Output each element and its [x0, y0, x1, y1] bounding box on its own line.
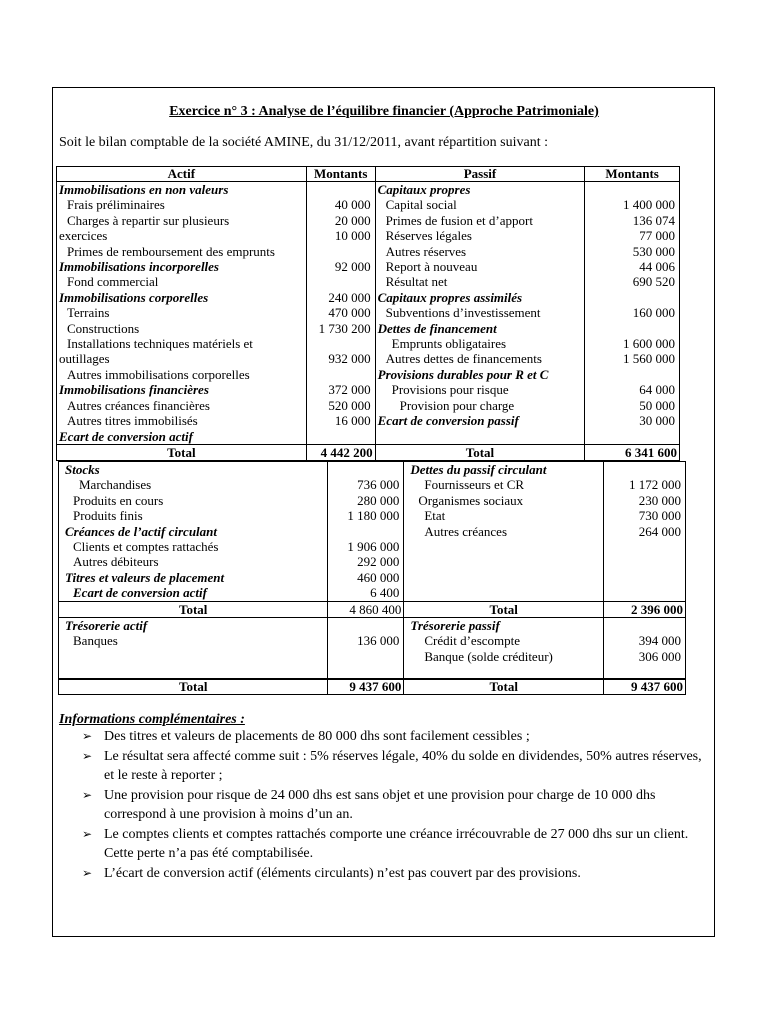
table-row: [57, 228, 680, 243]
total-label: Total: [375, 444, 585, 460]
actif-label: outillages: [57, 351, 307, 366]
actif-amount: [328, 618, 404, 634]
passif-amount: 306 000: [604, 649, 686, 680]
passif-label: Capital social: [375, 197, 585, 212]
table-row: [57, 321, 680, 336]
grand-total-label: Total: [404, 679, 604, 695]
table-row: [57, 259, 680, 274]
passif-amount: 730 000: [604, 508, 686, 523]
actif-label: Créances de l’actif circulant: [59, 524, 328, 539]
actif-label: Clients et comptes rattachés: [59, 539, 328, 554]
actif-amount: 280 000: [328, 493, 404, 508]
actif-label: Produits finis: [59, 508, 328, 523]
passif-label: Provisions pour risque: [375, 382, 585, 397]
actif-label: Immobilisations incorporelles: [57, 259, 307, 274]
passif-label: Crédit d’escompte: [404, 633, 604, 648]
passif-amount: 136 074: [585, 213, 680, 228]
header-passif: Passif: [375, 167, 585, 182]
arrow-bullet-icon: ➢: [82, 787, 93, 802]
passif-amount: 30 000: [585, 413, 680, 428]
actif-label: Fond commercial: [57, 274, 307, 289]
passif-label: Etat: [404, 508, 604, 523]
actif-amount: [328, 524, 404, 539]
list-item: [82, 727, 712, 747]
header-actif: Actif: [57, 167, 307, 182]
passif-amount: 1 172 000: [604, 477, 686, 492]
table-row: [57, 382, 680, 397]
actif-label: Charges à repartir sur plusieurs: [57, 213, 307, 228]
passif-label: Autres réserves: [375, 244, 585, 259]
actif-amount: 92 000: [306, 259, 375, 274]
total-value: 6 341 600: [585, 444, 680, 460]
passif-label: [404, 554, 604, 569]
header-row: [57, 167, 680, 182]
passif-label: Emprunts obligataires: [375, 336, 585, 351]
passif-label: Réserves légales: [375, 228, 585, 243]
table-row: [57, 197, 680, 212]
passif-amount: [585, 290, 680, 305]
actif-label: Banques: [59, 633, 328, 648]
actif-label: Ecart de conversion actif: [57, 429, 307, 445]
intro-text: Soit le bilan comptable de la société AMINE, du 31/12/2011, avant répartition suivant :: [59, 135, 548, 150]
table-row: [59, 524, 686, 539]
passif-label: Organismes sociaux: [404, 493, 604, 508]
actif-label: Autres débiteurs: [59, 554, 328, 569]
passif-amount: 690 520: [585, 274, 680, 289]
passif-label: Report à nouveau: [375, 259, 585, 274]
actif-amount: 10 000: [306, 228, 375, 243]
table-row: [59, 508, 686, 523]
actif-amount: 6 400: [328, 585, 404, 601]
table-row: [57, 413, 680, 428]
balance-sheet-current: [58, 461, 686, 680]
passif-label: [404, 570, 604, 585]
actif-amount: 1 906 000: [328, 539, 404, 554]
passif-amount: [604, 585, 686, 601]
passif-label: Primes de fusion et d’apport: [375, 213, 585, 228]
actif-amount: 16 000: [306, 413, 375, 428]
actif-amount: [306, 182, 375, 198]
actif-label: Constructions: [57, 321, 307, 336]
actif-amount: 20 000: [306, 213, 375, 228]
grand-total-row: [59, 679, 686, 695]
total-label: Total: [57, 444, 307, 460]
table-row: [59, 585, 686, 601]
actif-label: Immobilisations corporelles: [57, 290, 307, 305]
table-row: [59, 649, 686, 680]
passif-label: Subventions d’investissement: [375, 305, 585, 320]
table-row: [59, 462, 686, 478]
table-row: [59, 554, 686, 569]
grand-total-table: [58, 678, 686, 695]
actif-amount: 292 000: [328, 554, 404, 569]
passif-amount: 230 000: [604, 493, 686, 508]
arrow-bullet-icon: ➢: [82, 748, 93, 763]
passif-label: Capitaux propres: [375, 182, 585, 198]
total-value: 2 396 000: [604, 601, 686, 617]
info-item-text: Des titres et valeurs de placements de 80 000 dhs sont facilement cessibles ;: [104, 729, 530, 744]
total-label: Total: [404, 601, 604, 617]
exercise-title: Exercice n° 3 : Analyse de l’équilibre financier (Approche Patrimoniale): [169, 104, 599, 119]
total-value: 4 442 200: [306, 444, 375, 460]
grand-total-label: Total: [59, 679, 328, 695]
actif-label: Autres immobilisations corporelles: [57, 367, 307, 382]
actif-amount: [306, 274, 375, 289]
actif-amount: 40 000: [306, 197, 375, 212]
actif-label: Titres et valeurs de placement: [59, 570, 328, 585]
passif-amount: [585, 367, 680, 382]
table-row: [59, 618, 686, 634]
list-item: [82, 825, 712, 864]
list-item: [82, 864, 712, 884]
table-row: [57, 336, 680, 351]
header-montants-passif: Montants: [585, 167, 680, 182]
passif-amount: 160 000: [585, 305, 680, 320]
balance-sheet-fixed: [56, 166, 680, 461]
list-item: [82, 786, 712, 825]
actif-label: Installations techniques matériels et: [57, 336, 307, 351]
fixed-total-row: [57, 444, 680, 460]
table-row: [57, 244, 680, 259]
passif-amount: 44 006: [585, 259, 680, 274]
passif-amount: [604, 618, 686, 634]
actif-label: Produits en cours: [59, 493, 328, 508]
actif-label: Immobilisations en non valeurs: [57, 182, 307, 198]
info-item-text: Le comptes clients et comptes rattachés comporte une créance irrécouvrable de 27 000 dhs sur un client. Cette perte n’a pas été comptabilisée.: [104, 826, 689, 861]
passif-label: [404, 585, 604, 601]
passif-amount: [585, 321, 680, 336]
passif-label: Dettes du passif circulant: [404, 462, 604, 478]
actif-label: Terrains: [57, 305, 307, 320]
table-row: [57, 305, 680, 320]
passif-label: Résultat net: [375, 274, 585, 289]
passif-label: Dettes de financement: [375, 321, 585, 336]
actif-amount: 240 000: [306, 290, 375, 305]
table-row: [59, 493, 686, 508]
passif-label: Fournisseurs et CR: [404, 477, 604, 492]
actif-amount: [306, 367, 375, 382]
list-item: [82, 747, 712, 786]
actif-label: exercices: [57, 228, 307, 243]
grand-total-value: 9 437 600: [328, 679, 404, 695]
table-row: [59, 570, 686, 585]
passif-amount: 64 000: [585, 382, 680, 397]
grand-total-value: 9 437 600: [604, 679, 686, 695]
current-total-row: [59, 601, 686, 617]
actif-label: Autres titres immobilisés: [57, 413, 307, 428]
actif-label: Primes de remboursement des emprunts: [57, 244, 307, 259]
passif-label: Provisions durables pour R et C: [375, 367, 585, 382]
actif-label: [59, 649, 328, 680]
actif-amount: [306, 429, 375, 445]
info-title: Informations complémentaires :: [59, 712, 245, 727]
passif-label: Banque (solde créditeur): [404, 649, 604, 680]
passif-label: Autres dettes de financements: [375, 351, 585, 366]
actif-label: Immobilisations financières: [57, 382, 307, 397]
passif-amount: 1 400 000: [585, 197, 680, 212]
arrow-bullet-icon: ➢: [82, 729, 93, 743]
passif-amount: [604, 554, 686, 569]
actif-amount: 372 000: [306, 382, 375, 397]
passif-label: Autres créances: [404, 524, 604, 539]
passif-label: [404, 539, 604, 554]
passif-amount: [604, 570, 686, 585]
actif-label: Trésorerie actif: [59, 618, 328, 634]
info-item-text: Une provision pour risque de 24 000 dhs est sans objet et une provision pour charge de 10 000 dhs correspond à une provision à moins d’un an.: [104, 787, 656, 822]
passif-label: Ecart de conversion passif: [375, 413, 585, 428]
arrow-bullet-icon: ➢: [82, 865, 93, 880]
actif-label: Autres créances financières: [57, 398, 307, 413]
actif-amount: 736 000: [328, 477, 404, 492]
info-item-text: L’écart de conversion actif (éléments circulants) n’est pas couvert par des provisions.: [104, 865, 581, 881]
info-list: [82, 727, 712, 883]
table-row: [57, 182, 680, 198]
total-label: Total: [59, 601, 328, 617]
actif-amount: 470 000: [306, 305, 375, 320]
table-row: [57, 398, 680, 413]
passif-amount: [604, 539, 686, 554]
table-row: [57, 429, 680, 445]
passif-amount: 394 000: [604, 633, 686, 648]
passif-label: [375, 429, 585, 445]
table-row: [57, 351, 680, 366]
table-row: [59, 539, 686, 554]
actif-label: Stocks: [59, 462, 328, 478]
total-value: 4 860 400: [328, 601, 404, 617]
header-montants-actif: Montants: [306, 167, 375, 182]
passif-amount: 530 000: [585, 244, 680, 259]
info-item-text: Le résultat sera affecté comme suit : 5% réserves légale, 40% du solde en dividendes, 50% autres réserves, et le reste à reporter ;: [104, 748, 702, 783]
passif-amount: 1 560 000: [585, 351, 680, 366]
table-row: [57, 290, 680, 305]
passif-amount: [604, 462, 686, 478]
actif-amount: [328, 462, 404, 478]
passif-label: Trésorerie passif: [404, 618, 604, 634]
table-row: [59, 477, 686, 492]
passif-amount: 77 000: [585, 228, 680, 243]
actif-amount: [328, 649, 404, 680]
actif-amount: 136 000: [328, 633, 404, 648]
passif-amount: 264 000: [604, 524, 686, 539]
passif-label: Provision pour charge: [375, 398, 585, 413]
passif-amount: 1 600 000: [585, 336, 680, 351]
passif-amount: 50 000: [585, 398, 680, 413]
actif-label: Marchandises: [59, 477, 328, 492]
table-row: [57, 213, 680, 228]
actif-label: Ecart de conversion actif: [59, 585, 328, 601]
table-row: [59, 633, 686, 648]
passif-amount: [585, 182, 680, 198]
actif-amount: 1 730 200: [306, 321, 375, 336]
actif-amount: 1 180 000: [328, 508, 404, 523]
actif-amount: 520 000: [306, 398, 375, 413]
passif-amount: [585, 429, 680, 445]
actif-amount: 460 000: [328, 570, 404, 585]
actif-label: Frais préliminaires: [57, 197, 307, 212]
passif-label: Capitaux propres assimilés: [375, 290, 585, 305]
arrow-bullet-icon: ➢: [82, 826, 93, 841]
actif-amount: [306, 336, 375, 351]
table-row: [57, 274, 680, 289]
actif-amount: 932 000: [306, 351, 375, 366]
table-row: [57, 367, 680, 382]
actif-amount: [306, 244, 375, 259]
